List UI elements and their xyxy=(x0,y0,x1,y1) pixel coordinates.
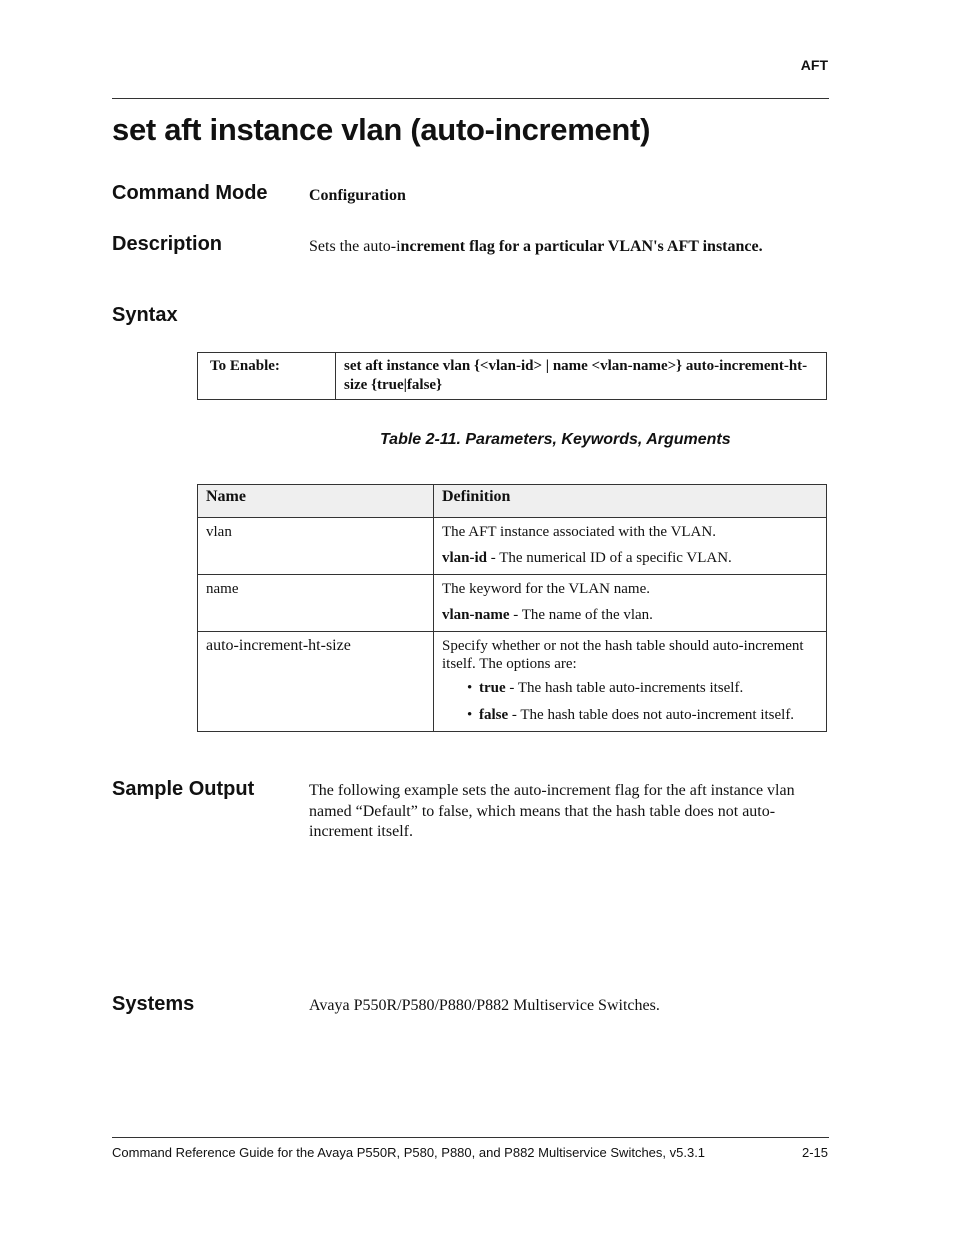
param-name: vlan xyxy=(198,518,434,575)
footer-rule xyxy=(112,1137,829,1138)
syntax-table xyxy=(197,352,827,400)
running-header-section: AFT xyxy=(800,57,828,73)
param-definition xyxy=(434,632,827,732)
definition-keyword-line xyxy=(442,549,818,567)
systems-text: Avaya P550R/P580/P880/P882 Multiservice Switches. xyxy=(309,997,660,1014)
description-heading: Description xyxy=(112,233,223,255)
option-description: - The hash table auto-increments itself. xyxy=(505,680,744,696)
syntax-heading: Syntax xyxy=(112,304,178,326)
table-caption: Table 2-11. Parameters, Keywords, Arguments xyxy=(380,431,731,448)
list-item xyxy=(467,706,818,724)
syntax-row xyxy=(198,353,827,400)
table-row xyxy=(198,632,827,732)
systems-heading: Systems xyxy=(112,993,195,1015)
page-title: set aft instance vlan (auto-increment) xyxy=(112,112,651,147)
description-text-bold: ncrement flag for a particular VLAN's AFT instance. xyxy=(400,238,763,255)
bullet-icon: • xyxy=(467,707,473,723)
description-text xyxy=(309,237,809,258)
column-header-definition: Definition xyxy=(434,485,827,518)
description-text-plain: Sets the auto-i xyxy=(309,238,401,255)
sample-output-text: The following example sets the auto-increment flag for the aft instance vlan named “Default” to false, which means that the hash table does not auto-increment itself. xyxy=(309,782,795,840)
parameters-table xyxy=(197,484,827,732)
page-number: 2-15 xyxy=(801,1145,828,1160)
keyword: vlan-name xyxy=(442,607,510,623)
command-mode-value: Configuration xyxy=(309,187,406,204)
footer-document-title: Command Reference Guide for the Avaya P550R, P580, P880, and P882 Multiservice Switches, v5.3.1 xyxy=(112,1145,706,1160)
syntax-command: set aft instance vlan {<vlan-id> | name <vlan-name>} auto-increment-ht-size {true|false} xyxy=(336,353,827,400)
table-row xyxy=(198,518,827,575)
syntax-label: To Enable: xyxy=(198,353,336,400)
sample-output-heading: Sample Output xyxy=(112,778,255,800)
keyword-description: - The name of the vlan. xyxy=(509,607,653,623)
option-description: - The hash table does not auto-increment itself. xyxy=(508,707,795,723)
param-name: name xyxy=(198,575,434,632)
keyword: vlan-id xyxy=(442,550,488,566)
bullet-icon: • xyxy=(467,680,473,696)
command-mode-heading: Command Mode xyxy=(112,182,268,204)
definition-line: The AFT instance associated with the VLAN. xyxy=(442,524,716,540)
table-row xyxy=(198,575,827,632)
definition-keyword-line xyxy=(442,606,818,624)
column-header-name: Name xyxy=(198,485,434,518)
list-item xyxy=(467,679,818,697)
param-name: auto-increment-ht-size xyxy=(198,632,434,732)
keyword-description: - The numerical ID of a specific VLAN. xyxy=(487,550,732,566)
definition-line: Specify whether or not the hash table should auto-increment itself. The options are: xyxy=(442,638,804,672)
definition-line: The keyword for the VLAN name. xyxy=(442,581,650,597)
param-definition xyxy=(434,518,827,575)
header-rule xyxy=(112,98,829,99)
option-keyword: false xyxy=(479,707,509,723)
options-list xyxy=(442,679,818,724)
param-definition xyxy=(434,575,827,632)
table-header-row xyxy=(198,485,827,518)
option-keyword: true xyxy=(479,680,506,696)
